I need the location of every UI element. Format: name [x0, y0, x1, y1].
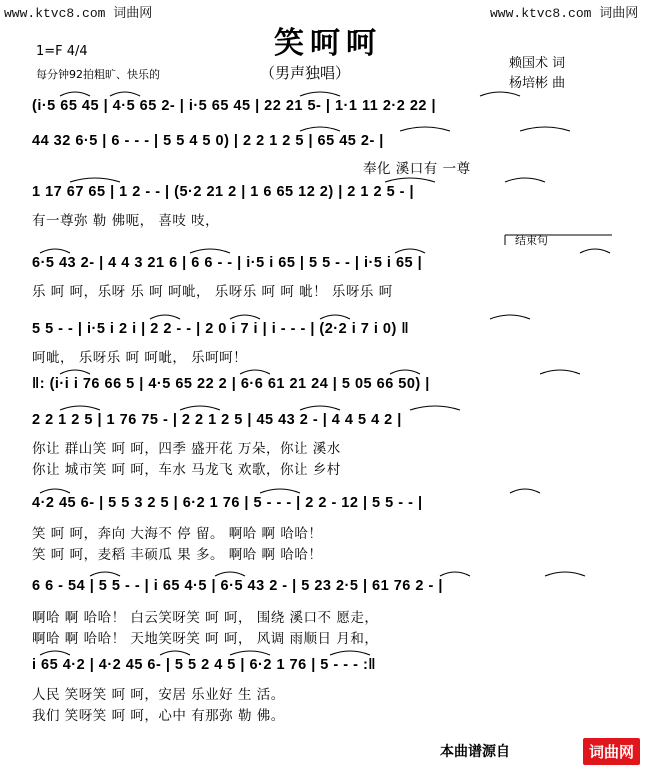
source-note: 本曲谱源自 — [440, 744, 510, 760]
lyrics-line-9-verse-2: 啊哈 啊 哈哈！ 天地笑呀笑 呵 呵， 风调 雨顺日 月和， — [32, 631, 379, 647]
notation-line-10: i 65 4·2 | 4·2 45 6- | 5 5 2 4 5 | 6·2 1 76 | 5 - - - :‖ — [32, 657, 377, 673]
notation-line-2: 44 32 6·5 | 6 - - - | 5 5 4 5 0) | 2 2 1 2 5 | 65 45 2- | — [32, 133, 384, 149]
notation-line-1: (i·5 65 45 | 4·5 65 2- | i·5 65 45 | 22 21 5- | 1·1 11 2·2 22 | — [32, 98, 437, 114]
notation-line-7: 2 2 1 2 5 | 1 76 75 - | 2 2 1 2 5 | 45 43 2 - | 4 4 5 4 2 | — [32, 412, 402, 428]
lyrics-line-9-verse-1: 啊哈 啊 哈哈！ 白云笑呀笑 呵 呵， 围绕 溪口不 愿走， — [32, 610, 379, 626]
lyrics-line-2: 奉化 溪口有 一尊 — [363, 161, 471, 177]
song-subtitle: （男声独唱） — [260, 64, 351, 82]
lyrics-line-8-verse-2: 笑 呵 呵，麦稻 丰硕瓜 果 多。 啊哈 啊 哈哈！ — [32, 547, 323, 563]
composer-credit: 杨培彬 曲 — [509, 76, 566, 91]
notation-line-6: ‖: (i·i i 76 66 5 | 4·5 65 22 2 | 6·6 61 21 24 | 5 05 66 50) | — [32, 376, 430, 392]
notation-line-8: 4·2 45 6- | 5 5 3 2 5 | 6·2 1 76 | 5 - - - | 2 2 - 12 | 5 5 - - | — [32, 495, 423, 511]
lyrics-line-3: 有一尊弥 勒 佛呃， 喜吱 吱， — [32, 213, 220, 229]
song-title: 笑呵呵 — [274, 26, 382, 61]
end-phrase-mark: 结束句 — [515, 234, 548, 247]
notation-line-9: 6 6 - 54 | 5 5 - - | i 65 4·5 | 6·5 43 2 - | 5 23 2·5 | 61 76 2 - | — [32, 578, 443, 594]
tempo-mood: 每分钟92拍粗旷、快乐的 — [36, 68, 160, 81]
watermark-right: www.ktvc8.com 词曲网 — [490, 6, 639, 21]
lyricist-credit: 赖国术 词 — [509, 56, 566, 71]
lyrics-line-10-verse-1: 人民 笑呀笑 呵 呵，安居 乐业好 生 活。 — [32, 687, 285, 703]
lyrics-line-7-verse-2: 你让 城市笑 呵 呵，车水 马龙飞 欢歌，你让 乡村 — [32, 462, 341, 478]
notation-line-3: 1 17 67 65 | 1 2 - - | (5·2 21 2 | 1 6 65 12 2) | 2 1 2 5 - | — [32, 184, 415, 200]
notation-line-5: 5 5 - - | i·5 i 2 i | 2 2 - - | 2 0 i 7 i | i - - - | (2·2 i 7 i 0) ‖ — [32, 321, 410, 337]
lyrics-line-4: 乐 呵 呵，乐呀 乐 呵 呵呲， 乐呀乐 呵 呵 呲！ 乐呀乐 呵 — [32, 284, 393, 300]
site-logo[interactable]: 词曲网 — [583, 738, 640, 765]
lyrics-line-7-verse-1: 你让 群山笑 呵 呵，四季 盛开花 万朵，你让 溪水 — [32, 441, 341, 457]
watermark-left: www.ktvc8.com 词曲网 — [4, 6, 153, 21]
notation-line-4: 6·5 43 2- | 4 4 3 21 6 | 6 6 - - | i·5 i 65 | 5 5 - - | i·5 i 65 | — [32, 255, 423, 271]
lyrics-line-8-verse-1: 笑 呵 呵，奔向 大海不 停 留。 啊哈 啊 哈哈！ — [32, 526, 323, 542]
lyrics-line-5: 呵呲， 乐呀乐 呵 呵呲， 乐呵呵！ — [32, 350, 248, 366]
lyrics-line-10-verse-2: 我们 笑呀笑 呵 呵，心中 有那弥 勒 佛。 — [32, 708, 285, 724]
key-signature: 1=F 4/4 — [36, 44, 88, 59]
